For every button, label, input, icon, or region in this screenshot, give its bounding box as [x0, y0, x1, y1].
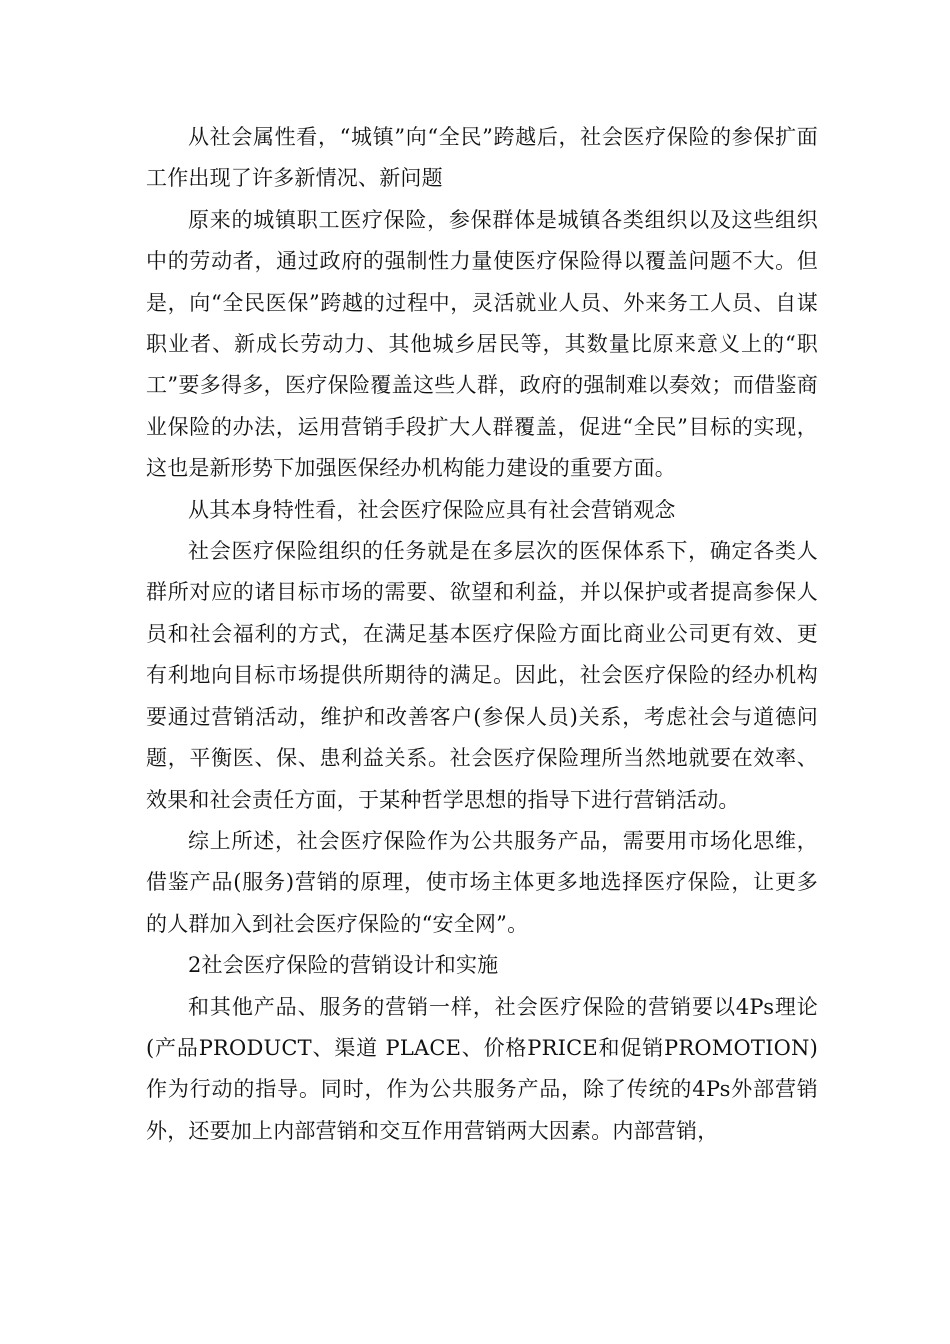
- section-heading: 2社会医疗保险的营销设计和实施: [188, 953, 499, 978]
- paragraph-organization-task: 社会医疗保险组织的任务就是在多层次的医保体系下，确定各类人群所对应的诸目标市场的需要、欲望和利益，并以保护或者提高参保人员和社会福利的方式，在满足基本医疗保险方面比商业公司更有效、更有利地向目标市场提供所期待的满足。因此，社会医疗保险的经办机构要通过营销活动，维护和改善客户(参保人员)关系，考虑社会与道德问题，平衡医、保、患利益关系。社会医疗保险理所当然地就要在效率、效果和社会责任方面，于某种哲学思想的指导下进行营销活动。: [146, 539, 818, 812]
- paragraph-urban-insurance: 原来的城镇职工医疗保险，参保群体是城镇各类组织以及这些组织中的劳动者，通过政府的强制性力量使医疗保险得以覆盖问题不大。但是，向“全民医保”跨越的过程中，灵活就业人员、外来务工人员、自谋职业者、新成长劳动力、其他城乡居民等，其数量比原来意义上的“职工”要多得多，医疗保险覆盖这些人群，政府的强制难以奏效；而借鉴商业保险的办法，运用营销手段扩大人群覆盖，促进“全民”目标的实现，这也是新形势下加强医保经办机构能力建设的重要方面。: [146, 207, 818, 481]
- paragraph-own-characteristics: 从其本身特性看，社会医疗保险应具有社会营销观念: [188, 497, 676, 522]
- paragraph-summary: 综上所述，社会医疗保险作为公共服务产品，需要用市场化思维，借鉴产品(服务)营销的原理，使市场主体更多地选择医疗保险，让更多的人群加入到社会医疗保险的“安全网”。: [146, 828, 818, 936]
- paragraph-social-attribute: 从社会属性看，“城镇”向“全民”跨越后，社会医疗保险的参保扩面工作出现了许多新情况、新问题: [146, 125, 818, 191]
- paragraph-4ps: 和其他产品、服务的营销一样，社会医疗保险的营销要以4Ps理论(产品PRODUCT、渠道 PLACE、价格PRICE和促销PROMOTION)作为行动的指导。同时，作为公共服务产品，除了传统的4Ps外部营销外，还要加上内部营销和交互作用营销两大因素。内部营销，: [146, 994, 818, 1143]
- document-body: [146, 117, 818, 1152]
